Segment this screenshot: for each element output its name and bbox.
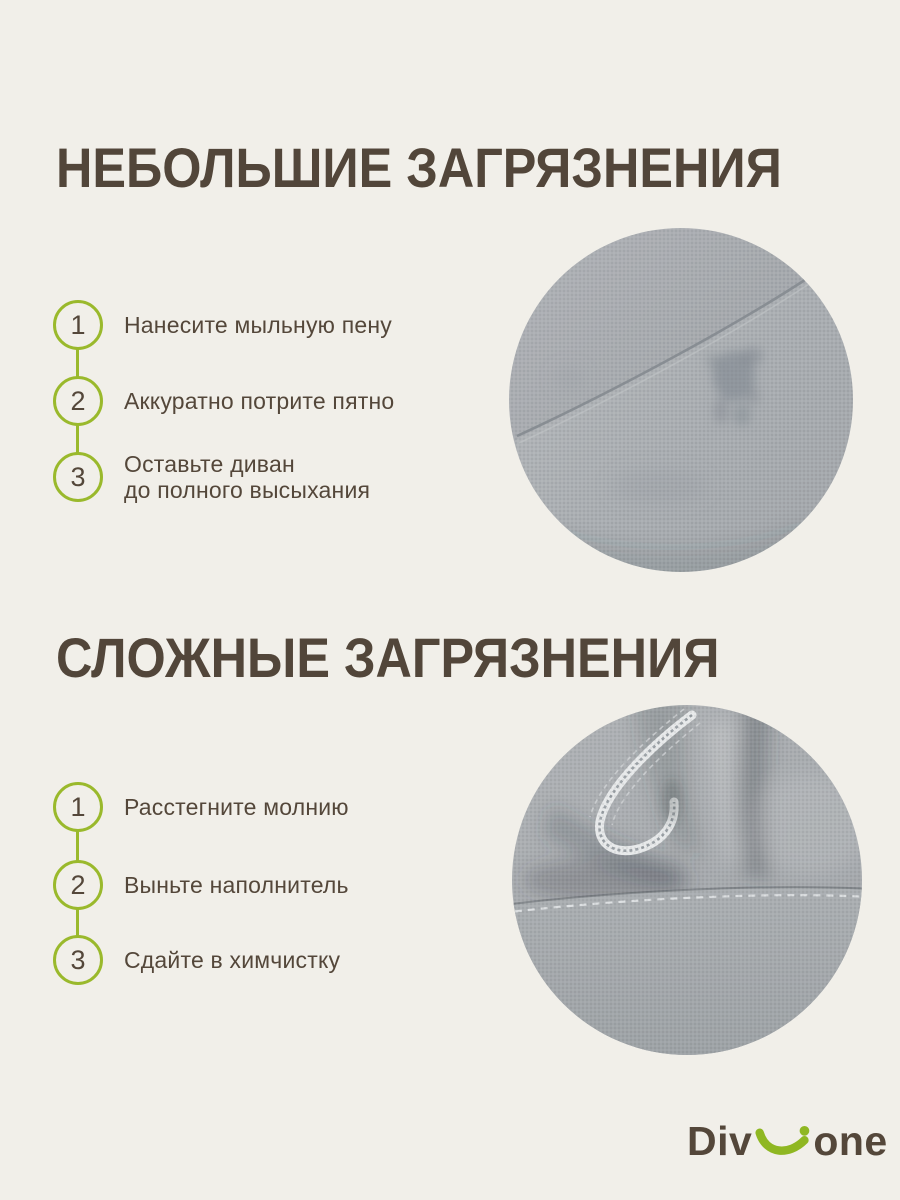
- step-label-line: Оставьте диван: [124, 451, 295, 477]
- logo-prefix: Div: [687, 1118, 753, 1164]
- step-label-line: Расстегните молнию: [124, 794, 349, 820]
- section-title-small-stains: НЕБОЛЬШИЕ ЗАГРЯЗНЕНИЯ: [56, 136, 782, 199]
- brand-logo: [687, 1118, 888, 1164]
- step-item: [53, 860, 349, 910]
- step-item: [53, 300, 392, 350]
- step-label-line: до полного высыхания: [124, 477, 371, 503]
- step-label-line: Аккуратно потрите пятно: [124, 388, 395, 414]
- step-number-badge: 2: [53, 376, 103, 426]
- step-label: [124, 312, 392, 338]
- fabric-stain-photo: [509, 228, 853, 572]
- step-label-line: Нанесите мыльную пену: [124, 312, 392, 338]
- logo-suffix: one: [813, 1118, 888, 1164]
- step-label: [124, 947, 340, 973]
- step-label-line: Сдайте в химчистку: [124, 947, 341, 973]
- step-item: [53, 935, 340, 985]
- step-number-badge: 1: [53, 782, 103, 832]
- step-number-badge: 3: [53, 452, 103, 502]
- step-item: [53, 376, 394, 426]
- step-number-badge: 3: [53, 935, 103, 985]
- smile-icon: [755, 1125, 811, 1161]
- step-number-badge: 2: [53, 860, 103, 910]
- step-item: [53, 782, 349, 832]
- step-label: [124, 388, 394, 414]
- step-label: [124, 794, 349, 820]
- step-label: [124, 451, 370, 503]
- section-title-difficult-stains: СЛОЖНЫЕ ЗАГРЯЗНЕНИЯ: [56, 626, 720, 689]
- fabric-zipper-photo: [512, 705, 862, 1055]
- step-number-badge: 1: [53, 300, 103, 350]
- step-label-line: Выньте наполнитель: [124, 872, 349, 898]
- step-item: [53, 451, 370, 503]
- step-label: [124, 872, 349, 898]
